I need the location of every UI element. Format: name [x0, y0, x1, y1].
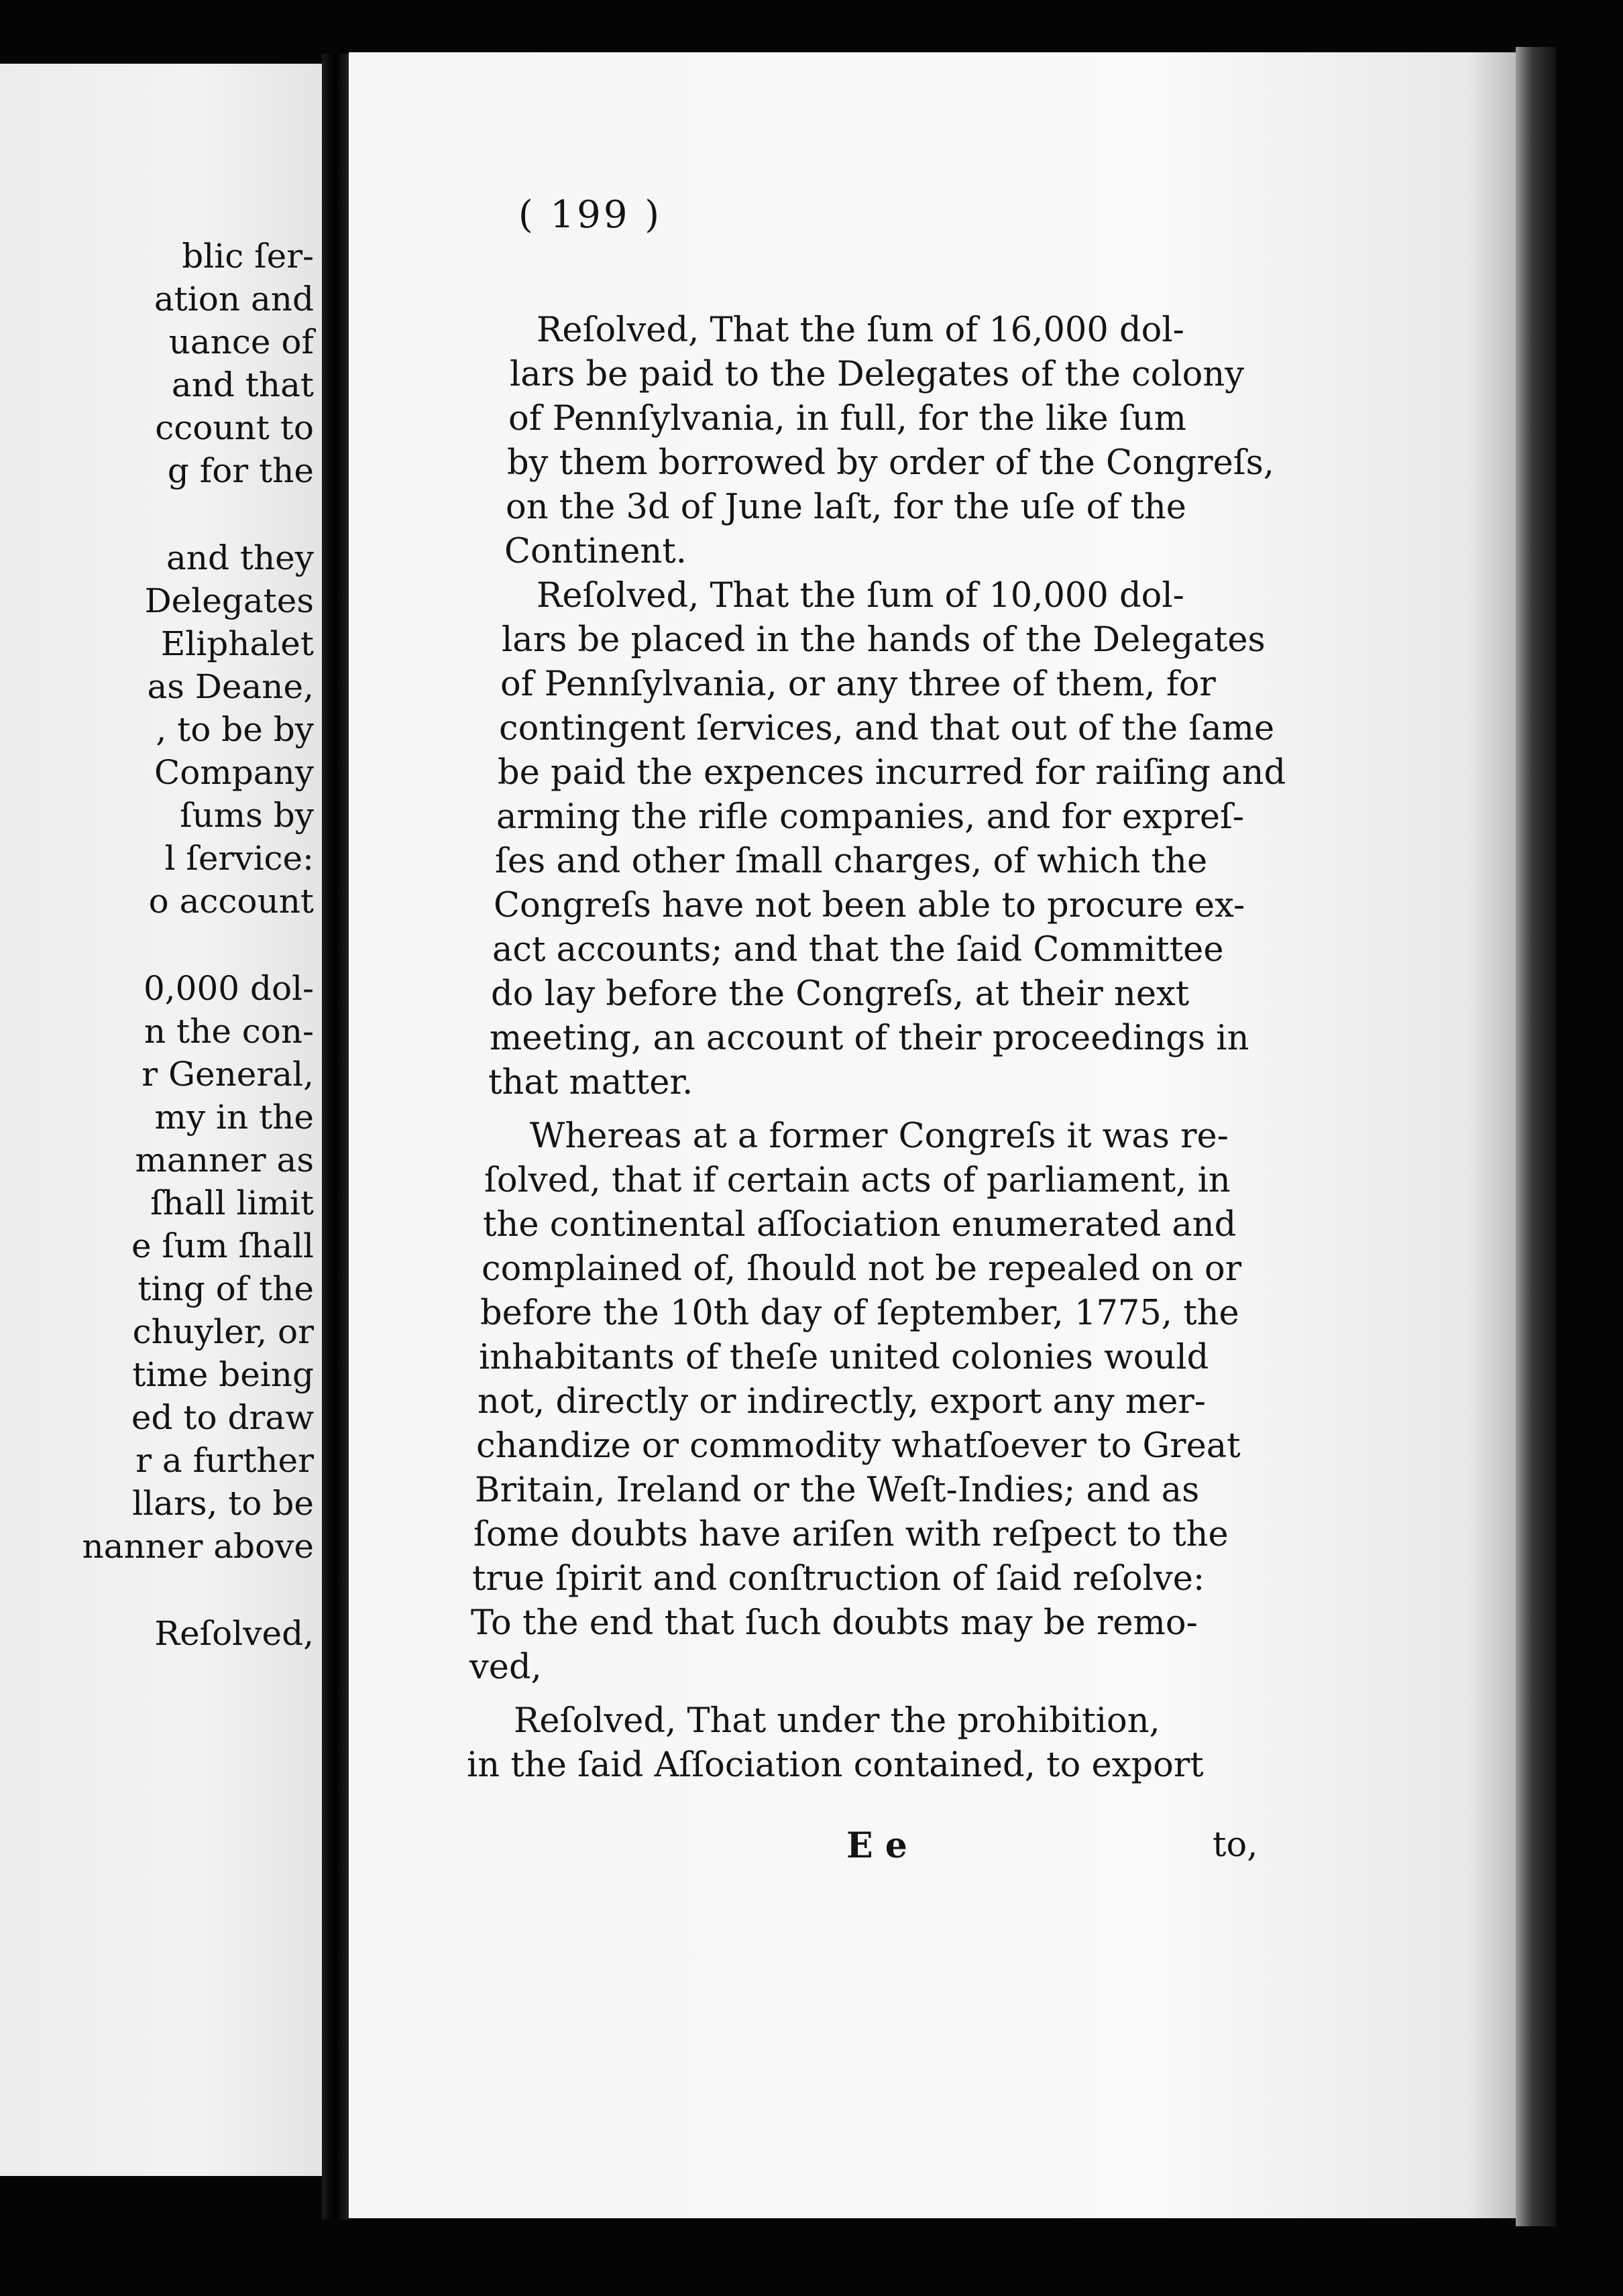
text-line: of Pennſylvania, in full, for the like ſum	[508, 399, 1186, 439]
text-line: ſolved, that if certain acts of parliament, in	[484, 1161, 1231, 1200]
left-page-line: ccount to	[155, 408, 314, 447]
left-page-line: uance of	[168, 323, 314, 361]
text-line: inhabitants of theſe united colonies would	[479, 1338, 1209, 1377]
left-page-line: nanner above	[82, 1527, 314, 1566]
left-page-line: 0,000 dol-	[143, 969, 314, 1008]
text-line: Whereas at a former Congreſs it was re-	[530, 1116, 1229, 1156]
text-line: Continent.	[504, 532, 687, 571]
text-line: by them borrowed by order of the Congreſs,	[507, 443, 1275, 483]
left-page-line: ſhall limit	[150, 1184, 314, 1222]
left-page-line: and that	[171, 365, 314, 404]
left-page-line: ting of the	[137, 1269, 314, 1308]
text-line: ved,	[469, 1648, 542, 1687]
book-gutter	[322, 54, 349, 2220]
left-page	[0, 64, 322, 2176]
text-line: complained of, ſhould not be repealed on or	[482, 1249, 1242, 1289]
left-page-line: Delegates	[144, 581, 314, 620]
text-line: ſome doubts have ariſen with reſpect to the	[473, 1515, 1229, 1554]
text-line: Britain, Ireland or the Weſt-Indies; and as	[475, 1471, 1200, 1510]
text-line: of Pennſylvania, or any three of them, for	[500, 665, 1216, 704]
text-line: the continental aſſociation enumerated and	[483, 1205, 1237, 1245]
text-line: Congreſs have not been able to procure ex-	[494, 886, 1245, 925]
catchword: to,	[1213, 1825, 1258, 1865]
text-line: To the end that ſuch doubts may be remo-	[471, 1603, 1198, 1643]
signature-mark: E e	[846, 1825, 907, 1866]
text-line: on the 3d of June laſt, for the uſe of the	[506, 487, 1186, 527]
left-page-line: ation and	[154, 280, 314, 319]
page-number: ( 199 )	[518, 193, 663, 237]
text-line: lars be placed in the hands of the Delegates	[502, 620, 1266, 660]
left-page-line: Company	[154, 753, 314, 792]
text-line: arming the rifle companies, and for expreſ-	[496, 797, 1245, 837]
left-page-line: Eliphalet	[160, 624, 314, 663]
left-page-line: chuyler, or	[132, 1312, 314, 1351]
page-edge	[1516, 47, 1556, 2226]
left-page-line: time being	[132, 1355, 314, 1394]
left-page-line: as Deane,	[147, 667, 314, 706]
text-line: be paid the expences incurred for raiſing and	[498, 753, 1286, 793]
left-page-line: o account	[148, 882, 314, 921]
text-line: Reſolved, That under the prohibition,	[514, 1701, 1160, 1741]
text-line: before the 10th day of ſeptember, 1775, the	[480, 1294, 1239, 1333]
text-line: do lay before the Congreſs, at their next	[491, 974, 1190, 1014]
left-page-line: n the con-	[144, 1012, 314, 1051]
text-line: act accounts; and that the ſaid Committee	[492, 930, 1224, 970]
left-page-line: blic ſer-	[182, 237, 314, 276]
left-page-line: g for the	[167, 451, 314, 490]
left-page-line: e ſum ſhall	[131, 1226, 314, 1265]
text-line: chandize or commodity whatſoever to Great	[476, 1426, 1241, 1466]
left-page-line: l ſervice:	[164, 839, 314, 878]
text-line: contingent ſervices, and that out of the ſame	[499, 709, 1275, 748]
left-page-line: manner as	[135, 1141, 314, 1180]
left-page-line: r a further	[135, 1441, 314, 1480]
left-page-line: my in the	[154, 1098, 314, 1137]
text-line: not, directly or indirectly, export any mer-	[478, 1382, 1206, 1422]
text-line: meeting, an account of their proceedings in	[490, 1019, 1249, 1058]
left-page-line: llars, to be	[132, 1484, 314, 1523]
text-line: in the ſaid Aſſociation contained, to export	[467, 1745, 1204, 1785]
left-page-line: and they	[166, 538, 314, 577]
left-page-line: ed to draw	[131, 1398, 314, 1437]
text-line: ſes and other ſmall charges, of which the	[495, 842, 1208, 881]
left-page-line: , to be by	[156, 710, 314, 749]
text-line: Reſolved, That the ſum of 10,000 dol-	[537, 576, 1184, 616]
text-line: lars be paid to the Delegates of the colony	[510, 355, 1245, 394]
left-page-line: r General,	[142, 1055, 314, 1094]
text-line: true ſpirit and conſtruction of ſaid reſolve:	[472, 1559, 1205, 1599]
text-line: that matter.	[488, 1063, 693, 1102]
left-page-line: Reſolved,	[154, 1614, 314, 1653]
left-page-line: ſums by	[180, 796, 314, 835]
text-line: Reſolved, That the ſum of 16,000 dol-	[537, 310, 1184, 350]
